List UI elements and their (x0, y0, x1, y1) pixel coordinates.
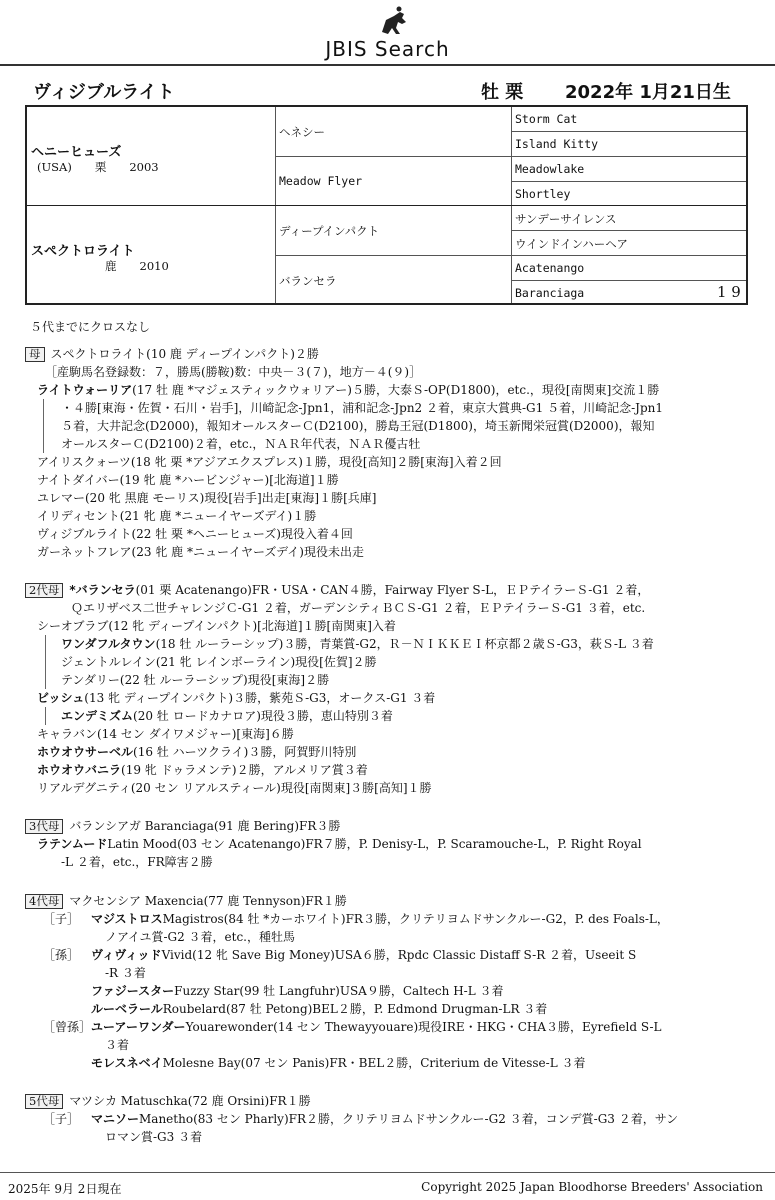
record-text: (16 牡 ハーツクライ)３勝，阿賀野川特別 (133, 745, 357, 759)
horse-rider-icon (374, 6, 414, 36)
ggp-5[interactable]: サンデーサイレンス (515, 212, 617, 226)
text-line: -L ２着，etc.，FR障害２勝 (61, 855, 213, 869)
ggp-2[interactable]: Island Kitty (515, 137, 599, 151)
record-text: Molesne Bay(07 セン Panis)FR・BEL２勝，Criterium de Vitesse-L ３着 (162, 1056, 586, 1070)
text-line (61, 707, 393, 724)
text-line: イリディセント(21 牝 鹿 *ニューイヤーズデイ)１勝 (37, 509, 317, 523)
text-line: キャラバン(14 セン ダイワメジャー)[東海]６勝 (37, 727, 294, 741)
record-text: マツシカ Matuschka(72 鹿 Orsini)FR１勝 (69, 1094, 311, 1108)
record-text: Latin Mood(03 セン Acatenango)FR７勝，P. Denisy-L，P. Scaramouche-L，P. Right Royal (107, 837, 642, 851)
record-text: Youarewonder(14 セン Thewayyouare)現役IRE・HKG・CHA３勝，Eyrefield S-L (185, 1020, 662, 1034)
text-line (91, 946, 636, 963)
text-line: ガーネットフレア(23 牝 鹿 *ニューイヤーズデイ)現役未出走 (37, 545, 364, 559)
foal-stats: ［産駒馬名登録数：７，勝馬(勝鞍)数：中央－３(７)，地方－４(９)］ (45, 365, 422, 379)
sex-color: 牡 栗 (481, 82, 524, 103)
text-line (91, 982, 504, 999)
text-line (91, 1110, 678, 1127)
record-text: バランシアガ Baranciaga(91 鹿 Bering)FR３勝 (69, 819, 341, 833)
horse-link[interactable]: モレスネベイ (91, 1056, 163, 1070)
cross-note: ５代までにクロスなし (30, 320, 151, 334)
text-line: -R ３着 (105, 966, 146, 980)
horse-link[interactable]: エンデミズム (61, 709, 134, 723)
section-tag: 母 (25, 347, 45, 362)
copyright: Copyright 2025 Japan Bloodhorse Breeders' Association (421, 1180, 763, 1194)
text-line: ナイトダイバー(19 牝 鹿 *ハービンジャー)[北海道]１勝 (37, 473, 339, 487)
horse-link[interactable]: マジストロス (91, 912, 163, 926)
record-text: (13 牝 ディープインパクト)３勝，紫苑Ｓ-G3，オークス-G1 ３着 (84, 691, 436, 705)
pedigree-table (25, 105, 748, 305)
text-line (91, 1018, 662, 1035)
header-divider (0, 64, 775, 66)
horse-link[interactable]: *バランセラ (69, 583, 136, 597)
sire-detail: (USA) 栗 2003 (37, 160, 159, 174)
text-line: アイリスクォーツ(18 牝 栗 *アジアエクスプレス)１勝，現役[高知]２勝[東海]入着２回 (37, 455, 502, 469)
ggp-3[interactable]: Meadowlake (515, 162, 585, 176)
sire-dam[interactable]: Meadow Flyer (279, 174, 363, 188)
record-text: Magistros(84 牡 *カーホワイト)FR３勝，クリテリヨムドサンクルー-G2，P. des Foals-L， (162, 912, 669, 926)
text-line: テンダリー(22 牡 ルーラーシップ)現役[東海]２勝 (61, 673, 330, 687)
record-text: (18 牡 ルーラーシップ)３勝，青葉賞-G2，Ｒ－ＮＩＫＫＥＩ杯京都２歳Ｓ-G3，萩Ｓ-L ３着 (155, 637, 654, 651)
text-line: ・４勝[東海・佐賀・石川・岩手]，川崎記念-Jpn1，浦和記念-Jpn2 ２着，東京大賞典-G1 ５着，川崎記念-Jpn1 (61, 401, 664, 415)
record-text: Manetho(83 セン Pharly)FR２勝，クリテリヨムドサンクルー-G2 ３着，コンデ賞-G3 ２着，サン (139, 1112, 679, 1126)
horse-link[interactable]: マニソー (91, 1112, 140, 1126)
text-line: シーオブラブ(12 牝 ディープインパクト)[北海道]１勝[南関東]入着 (37, 619, 396, 633)
ggp-7[interactable]: Acatenango (515, 261, 585, 275)
ggp-8[interactable]: Baranciaga (515, 286, 585, 300)
text-line: ５着，大井記念(D2000)，報知オールスターＣ(D2100)，勝島王冠(D1800)，埼玉新聞栄冠賞(D2000)，報知 (61, 419, 655, 433)
sire-name[interactable]: ヘニーヒューズ (31, 145, 122, 160)
horse-link[interactable]: ヴィヴィッド (91, 948, 162, 962)
horse-link[interactable]: ルーベラール (91, 1002, 163, 1016)
text-line (25, 817, 340, 834)
horse-name: ヴィジブルライト (33, 82, 175, 103)
text-line: ユレマー(20 牝 黒鹿 モーリス)現役[岩手]出走[東海]１勝[兵庫] (37, 491, 377, 505)
footer-divider (0, 1172, 775, 1173)
section-tag: 5代母 (25, 1094, 63, 1109)
text-line: Ｑエリザベス二世チャレンジＣ-G1 ２着，ガーデンシティＢＣＳ-G1 ２着，ＥＰテイラーＳ-G1 ３着，etc. (71, 601, 646, 615)
text-line: ［孫］ (43, 948, 80, 962)
text-line (37, 761, 368, 778)
text-line (25, 581, 649, 598)
horse-link[interactable]: ビッシュ (37, 691, 85, 705)
text-line: ［子］ (43, 912, 80, 926)
text-line (25, 1092, 311, 1109)
text-line (37, 835, 642, 852)
text-line (37, 381, 659, 398)
text-line: ロマン賞-G3 ３着 (105, 1130, 203, 1144)
family-number: 1 9 (717, 283, 741, 301)
text-line (37, 689, 435, 706)
text-line (37, 743, 356, 760)
record-text: (20 牡 ロードカナロア)現役３勝，恵山特別３着 (133, 709, 393, 723)
horse-link[interactable]: ライトウォーリア (37, 383, 133, 397)
text-line (61, 635, 654, 652)
section-tag: 3代母 (25, 819, 63, 834)
sire-sire[interactable]: ヘネシー (279, 125, 325, 139)
record-text: Fuzzy Star(99 牡 Langfuhr)USA９勝，Caltech H-L ３着 (174, 984, 504, 998)
text-line: ［子］ (43, 1112, 80, 1126)
as-of-date: 2025年 9月 2日現在 (8, 1182, 122, 1196)
horse-link[interactable]: ファジースター (91, 984, 175, 998)
birth-date: 2022年 1月21日生 (565, 82, 731, 103)
ggp-6[interactable]: ウインドインハーヘア (515, 237, 628, 251)
section-tag: 4代母 (25, 894, 63, 909)
record-text: (19 牝 ドゥラメンテ)２勝，アルメリア賞３着 (121, 763, 368, 777)
text-line: リアルデグニティ(20 セン リアルスティール)現役[南関東]３勝[高知]１勝 (37, 781, 432, 795)
text-line (91, 1054, 585, 1071)
section-tag: 2代母 (25, 583, 63, 598)
record-text: マクセンシア Maxencia(77 鹿 Tennyson)FR１勝 (69, 894, 347, 908)
record-text: Roubelard(87 牡 Petong)BEL２勝，P. Edmond Drugman-LR ３着 (162, 1002, 548, 1016)
dam-dam[interactable]: バランセラ (279, 274, 337, 288)
ggp-4[interactable]: Shortley (515, 187, 571, 201)
horse-link[interactable]: ホウオウバニラ (37, 763, 122, 777)
text-line: ［曾孫］ (43, 1020, 92, 1034)
ggp-1[interactable]: Storm Cat (515, 112, 578, 126)
text-line: ノアイユ賞-G2 ３着，etc.，種牡馬 (105, 930, 295, 944)
text-line (25, 345, 319, 362)
dam-line: スペクトロライト(10 鹿 ディープインパクト)２勝 (50, 347, 319, 361)
dam-detail: 鹿 2010 (105, 259, 169, 273)
record-text: (01 栗 Acatenango)FR・USA・CAN４勝，Fairway Flyer S-L，ＥＰテイラーＳ-G1 ２着， (135, 583, 650, 597)
dam-sire[interactable]: ディープインパクト (279, 224, 380, 238)
horse-link[interactable]: ユーアーワンダー (91, 1020, 186, 1034)
dam-name[interactable]: スペクトロライト (31, 244, 135, 259)
logo (0, 6, 775, 61)
text-line: ヴィジブルライト(22 牡 栗 *ヘニーヒューズ)現役入着４回 (37, 527, 353, 541)
text-line (91, 1000, 547, 1017)
text-line (91, 910, 669, 927)
logo-text: JBIS Search (325, 37, 450, 61)
horse-link[interactable]: ワンダフルタウン (61, 637, 156, 651)
text-line: ３着 (105, 1038, 130, 1052)
record-text: Vivid(12 牝 Save Big Money)USA６勝，Rpdc Classic Distaff S-R ２着，Useeit S (161, 948, 637, 962)
text-line (25, 892, 347, 909)
text-line: ジェントルレイン(21 牝 レインボーライン)現役[佐賀]２勝 (61, 655, 377, 669)
horse-link[interactable]: ラテンムード (37, 837, 108, 851)
horse-link[interactable]: ホウオウサーベル (37, 745, 134, 759)
text-line: オールスターＣ(D2100)２着，etc.，ＮＡＲ年代表，ＮＡＲ優古牡 (61, 437, 421, 451)
record-text: (17 牡 鹿 *マジェスティックウォリアー)５勝，大泰Ｓ-OP(D1800)，etc.，現役[南関東]交流１勝 (132, 383, 660, 397)
